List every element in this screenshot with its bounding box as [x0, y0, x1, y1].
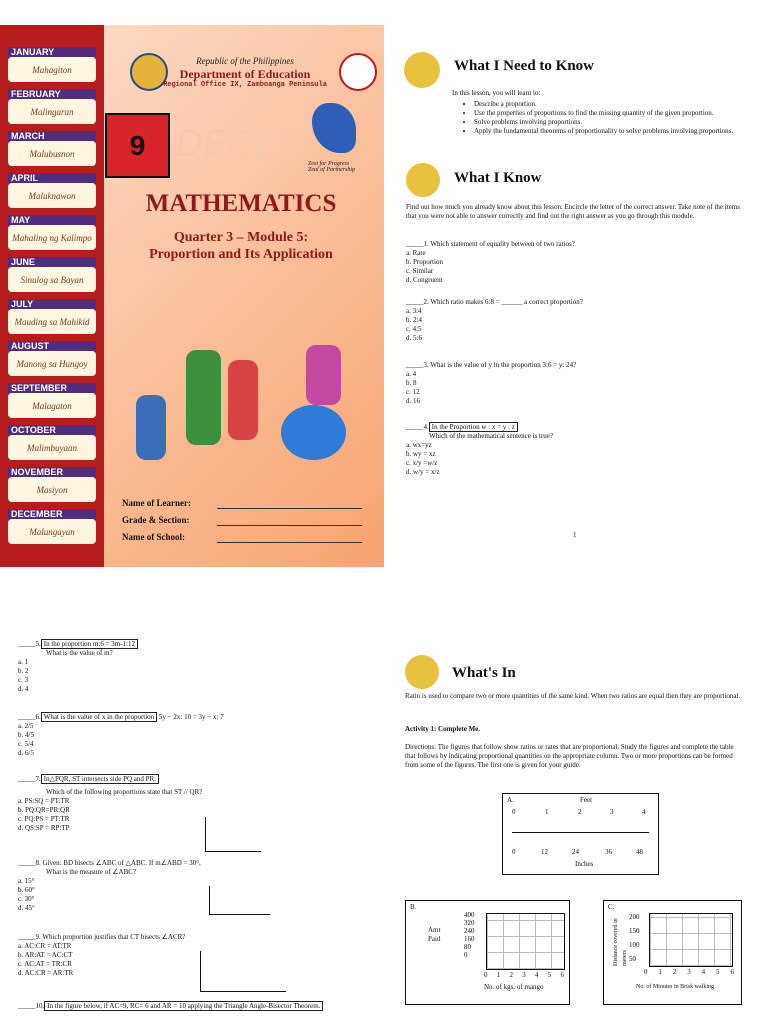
quarter-title: Quarter 3 – Module 5: [173, 230, 309, 245]
festival-badge: Mahagiton [8, 57, 96, 82]
triangle-abc-diagram [209, 886, 270, 915]
feet-label: Feet [580, 796, 593, 804]
module-cover [0, 25, 384, 567]
axis-title: Amt Paid [428, 926, 441, 943]
question-line [18, 775, 358, 784]
choice-item[interactable]: c. PQ:PS = PT:TR [18, 815, 70, 823]
learner-field[interactable] [122, 498, 362, 510]
objective-item: • Solve problems involving proportions. [474, 118, 759, 127]
question-prefix: _____6. [18, 713, 41, 721]
cover-logo-watermark: DEPED [175, 123, 306, 165]
choice-item[interactable]: d. 4 [18, 685, 29, 693]
tick-label: 3 [687, 968, 691, 976]
question-box: What is the value of x in the proportion [41, 712, 157, 722]
republic-text: Republic of the Philippines [196, 56, 294, 66]
tick-label: 6 [730, 968, 734, 976]
tick-label: 2 [578, 808, 582, 816]
choice-item[interactable]: b. 2:4 [406, 316, 422, 324]
question-prefix: _____10. [18, 1002, 45, 1010]
month-label: FEBRUARY [8, 89, 96, 99]
figure-b [405, 900, 570, 1005]
question-text: What is the value of m? [46, 649, 113, 657]
choice-item[interactable]: d. 6/5 [18, 749, 34, 757]
choice-item[interactable]: d. 45° [18, 904, 35, 912]
module-title: Proportion and Its Application [149, 247, 333, 262]
festival-badge: Manong sa Hungoy [8, 351, 96, 376]
festival-badge: Mauding sa Mahikid [8, 309, 96, 334]
month-label: MAY [8, 215, 96, 225]
tick-label: 4 [535, 971, 539, 979]
month-label: DECEMBER [8, 509, 96, 519]
question-box: In the figure below, if AC=9, RC= 6 and AR = 10 applying the Triangle Angle-Bisector Theorem. [44, 1001, 323, 1011]
month-label: SEPTEMBER [8, 383, 96, 393]
figure-c [603, 900, 742, 1005]
tick-label: 200 [629, 913, 640, 921]
month-label: APRIL [8, 173, 96, 183]
choice-item[interactable]: d. 16 [406, 397, 420, 405]
lesson-intro: In this lesson, you will learn to: [452, 89, 541, 97]
top-ticks [503, 808, 658, 818]
festival-badge: Malagaton [8, 393, 96, 418]
question-tail: 5y − 2x: 10 = 3y − x: 7 [158, 713, 224, 721]
subject-title: MATHEMATICS [145, 190, 337, 217]
choice-item[interactable]: d. 5:6 [406, 334, 422, 342]
choice-item[interactable]: a. 15° [18, 877, 35, 885]
tick-label: 0 [644, 968, 648, 976]
question-7 [18, 775, 358, 833]
partnership-text: Zest for Progress Zeal of Partnership [308, 161, 356, 173]
tick-label: 2 [509, 971, 513, 979]
month-label: AUGUST [8, 341, 96, 351]
need-to-know-title: What I Need to Know [454, 58, 595, 74]
lesson-page-1 [404, 50, 744, 560]
question-text: _____8. Given: BD bisects ∠ABC of △ABC. If m∠ABD = 30°, [18, 859, 201, 867]
tick-label: 0 [464, 951, 468, 959]
question-5 [18, 640, 358, 694]
school-field[interactable] [122, 532, 362, 544]
school-label: Name of School: [122, 532, 185, 542]
learner-label: Name of Learner: [122, 498, 191, 508]
tick-label: 12 [541, 848, 548, 856]
festival-badge: Masiyon [8, 477, 96, 502]
triangle-acr-diagram [200, 951, 286, 992]
tick-label: 240 [464, 927, 475, 935]
choice-item[interactable]: b. 2 [18, 667, 29, 675]
question-3 [406, 361, 736, 406]
question-text: _____3. What is the value of y in the proportion 3:6 = y: 24? [406, 361, 577, 369]
tick-label: 400 [464, 911, 475, 919]
x-ticks [484, 971, 564, 980]
choice-item[interactable]: a. 1 [18, 658, 29, 666]
choice-item[interactable]: b. PQ:QR=PR:QR [18, 806, 70, 814]
tick-label: 0 [484, 971, 488, 979]
question-8 [18, 859, 358, 913]
triangle-pqr-diagram [205, 817, 261, 852]
question-4 [406, 423, 736, 477]
tick-label: 0 [512, 808, 516, 816]
tick-label: 4 [642, 808, 646, 816]
tick-label: 0 [512, 848, 516, 856]
what-i-know-title: What I Know [454, 170, 542, 186]
what-i-know-text: Find out how much you already know about this lesson. Encircle the letter of the correct answer. Take note of the items that you were not able to answer correctly and find out the right answer as you go through this module. [406, 203, 740, 220]
question-prefix: _____7. [18, 775, 41, 783]
learner-line [217, 508, 362, 509]
question-10 [18, 1002, 363, 1011]
question-text: Which of the following proportions state that ST // QR? [46, 788, 203, 796]
festival-badge: Malingaran [8, 99, 96, 124]
inches-label: Inches [575, 860, 594, 868]
department-text: Department of Education [179, 67, 311, 81]
month-label: JANUARY [8, 47, 96, 57]
lesson-page-3 [405, 655, 745, 1022]
month-label: JUNE [8, 257, 96, 267]
tick-label: 4 [701, 968, 706, 976]
y-ticks [464, 911, 475, 959]
ratio-intro: Ratio is used to compare two or more quantities of the same kind. When two ratios are equal then they are proportional. [405, 692, 741, 700]
tick-label: 6 [560, 971, 564, 979]
section-label: Grade & Section: [122, 515, 190, 525]
choice-item[interactable]: a. Rate [406, 249, 426, 257]
tick-label: 160 [464, 935, 475, 943]
map-icon [312, 103, 356, 153]
region-text: Regional Office IX, Zamboanga Peninsula [163, 81, 327, 89]
question-line [18, 640, 358, 649]
month-label: NOVEMBER [8, 467, 96, 477]
tick-label: 3 [610, 808, 614, 816]
choice-item[interactable]: a. wx=yz [406, 441, 432, 449]
choice-item[interactable]: b. 60° [18, 886, 35, 894]
question-6 [18, 713, 358, 758]
choice-item[interactable]: b. wy = xz [406, 450, 436, 458]
tick-label: 2 [672, 968, 677, 976]
festival-badge: Mahaling ng Kalimpo [8, 225, 96, 250]
x-ticks [644, 968, 734, 977]
choice-item[interactable]: c. AC:AT = TR:CR [18, 960, 72, 968]
tick-label: 36 [605, 848, 612, 856]
page-number: 1 [573, 531, 577, 539]
mango-grid [486, 913, 565, 970]
question-line [18, 1002, 363, 1011]
figure-label: A. [507, 796, 514, 804]
choice-item[interactable]: b. AR:AT = AC:CT [18, 951, 73, 959]
choice-item[interactable]: b. 8 [406, 379, 417, 387]
objective-item: • Apply the fundamental theorems of proportionality to solve problems involving proportions. [474, 127, 759, 136]
choice-item[interactable]: b. 4/5 [18, 731, 34, 739]
choice-item[interactable]: c. 5/4 [18, 740, 34, 748]
festival-badge: Sinulog sa Bayan [8, 267, 96, 292]
globe-icon [281, 405, 346, 460]
choice-item[interactable]: c. Similar [406, 267, 434, 275]
tick-label: 50 [629, 955, 636, 963]
question-text: Which of the mathematical sentence is true? [429, 432, 554, 440]
student-figure [306, 345, 341, 405]
festival-badge: Maluknawon [8, 183, 96, 208]
question-text: _____2. Which ratio makes 6:8 = ______ a correct proportion? [406, 298, 583, 306]
walking-grid [649, 913, 733, 967]
choice-item[interactable]: d. w/y = x/z [406, 468, 440, 476]
festival-badge: Malungayan [8, 519, 96, 544]
directions-text: Directions: The figures that follow show ratios or rates that are proportional. Study the figures and complete the table that follows by indicating proportional quantities on the appropriate column. Two or more proportions can be formed from some of the figures. The first one is given for your guide. [405, 743, 734, 769]
choice-item[interactable]: c. 30° [18, 895, 35, 903]
figure-label: C. [608, 903, 615, 911]
question-box: In the Proportion w : x = y : z [429, 422, 518, 432]
choice-item[interactable]: d. Congruent [406, 276, 443, 284]
tick-label: 5 [547, 971, 552, 979]
choice-item[interactable]: a. PS:SQ = PT:TR [18, 797, 70, 805]
school-line [217, 542, 362, 543]
students-icon [405, 655, 439, 689]
lesson-page-2 [18, 640, 368, 1020]
student-figure [228, 360, 258, 440]
choice-item[interactable]: c. x/y =w/z [406, 459, 438, 467]
grade-badge: 9 [105, 113, 170, 178]
question-text: _____1. Which statement of equality between of two ratios? [406, 240, 575, 248]
choice-item[interactable]: d. AC:CR = AR:TR [18, 969, 74, 977]
choice-item[interactable]: d. QS:SP = RP:TP [18, 824, 70, 832]
choice-item[interactable]: a. 4 [406, 370, 417, 378]
question-line [18, 713, 358, 722]
students-illustration [116, 325, 366, 475]
tick-label: 100 [629, 941, 640, 949]
month-label: MARCH [8, 131, 96, 141]
tick-label: 3 [522, 971, 526, 979]
question-text: What is the measure of ∠ABC? [46, 868, 137, 876]
objective-item: • Use the properties of proportions to find the missing quantity of the given proportion. [474, 109, 759, 118]
question-9 [18, 933, 358, 978]
whats-in-title: What's In [452, 665, 516, 681]
bottom-ticks [503, 848, 658, 858]
choice-item[interactable]: c. 4:5 [406, 325, 422, 333]
choice-item[interactable]: a. AC:CR = AT:TR [18, 942, 72, 950]
tick-label: 1 [496, 971, 501, 979]
choice-item[interactable]: a. 3:4 [406, 307, 422, 315]
activity-title: Activity 1: Complete Me. [405, 725, 481, 733]
question-box: In the proportion m:6 = 3m-1:12 [41, 639, 138, 649]
tick-label: 80 [464, 943, 471, 951]
question-2 [406, 298, 736, 343]
axis-title: No. of Minutes in Brisk walking [636, 984, 714, 990]
festival-badge: Malimbuyaan [8, 435, 96, 460]
student-figure [136, 395, 166, 460]
choice-item[interactable]: c. 3 [18, 676, 29, 684]
tick-label: 1 [658, 968, 662, 976]
axis-title: Distance covered in meters [613, 918, 628, 966]
tick-label: 150 [629, 927, 640, 935]
choice-item[interactable]: c. 12 [406, 388, 420, 396]
student-figure [186, 350, 221, 445]
question-text: _____9. Which proportion justifies that CT bisects ∠ACR? [18, 933, 186, 941]
question-prefix: _____5. [18, 640, 41, 648]
choice-item[interactable]: b. Proportion [406, 258, 443, 266]
tick-label: 320 [464, 919, 475, 927]
festival-badge: Malubusnon [8, 141, 96, 166]
tick-label: 5 [716, 968, 720, 976]
figure-a [502, 793, 659, 875]
axis-title: No. of kgs. of mango [484, 983, 544, 991]
month-label: JULY [8, 299, 96, 309]
question-line [406, 423, 736, 432]
question-prefix: _____4. [406, 423, 429, 431]
section-line [217, 525, 362, 526]
question-1 [406, 240, 736, 285]
number-line [512, 832, 649, 833]
objective-item: • Describe a proportion. [474, 100, 759, 109]
section-field[interactable] [122, 515, 362, 527]
tick-label: 48 [636, 848, 643, 856]
question-box: In△PQR, ST intersects side PQ and PR. [41, 774, 159, 784]
students-icon [406, 163, 440, 197]
month-label: OCTOBER [8, 425, 96, 435]
month-rail [0, 25, 104, 567]
figure-label: B. [410, 903, 417, 911]
objectives-list [460, 100, 759, 136]
y-ticks [629, 910, 640, 966]
tick-label: 24 [572, 848, 579, 856]
tick-label: 1 [545, 808, 549, 816]
students-icon [404, 52, 440, 88]
choice-item[interactable]: a. 2/5 [18, 722, 34, 730]
